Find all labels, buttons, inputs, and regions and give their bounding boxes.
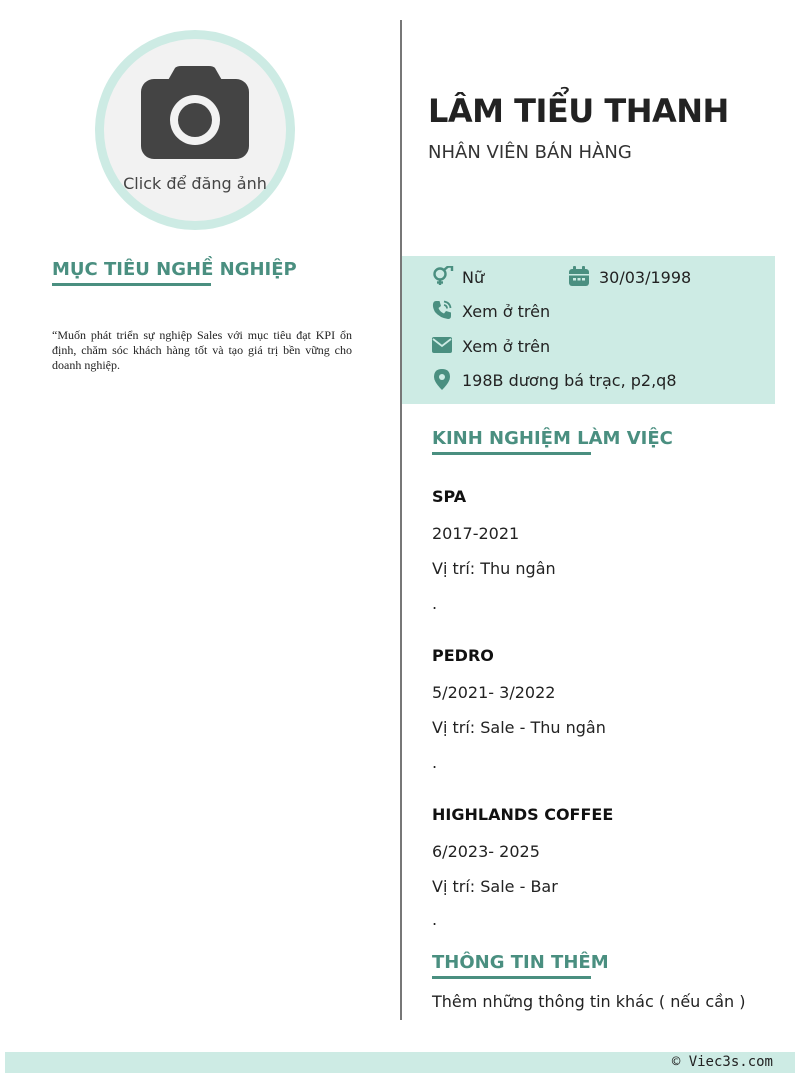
gender-value: Nữ bbox=[462, 268, 485, 287]
experience-note: . bbox=[432, 910, 438, 929]
experience-underline bbox=[432, 452, 591, 455]
upload-photo-label: Click để đăng ảnh bbox=[123, 174, 267, 193]
experience-period: 5/2021- 3/2022 bbox=[432, 683, 556, 702]
additional-heading: THÔNG TIN THÊM bbox=[432, 952, 609, 973]
footer-copyright: © Viec3s.com bbox=[671, 1054, 773, 1070]
footer-bar bbox=[5, 1052, 795, 1073]
column-divider bbox=[400, 20, 402, 1020]
email-value: Xem ở trên bbox=[462, 337, 551, 356]
full-name: LÂM TIỂU THANH bbox=[428, 92, 729, 130]
experience-period: 6/2023- 2025 bbox=[432, 842, 540, 861]
experience-period: 2017-2021 bbox=[432, 524, 520, 543]
experience-heading: KINH NGHIỆM LÀM VIỆC bbox=[432, 428, 673, 449]
birthday-value: 30/03/1998 bbox=[599, 268, 692, 287]
objective-heading: MỤC TIÊU NGHỀ NGHIỆP bbox=[52, 259, 297, 280]
job-title: NHÂN VIÊN BÁN HÀNG bbox=[428, 142, 632, 163]
experience-company: PEDRO bbox=[432, 646, 494, 665]
gender-icon bbox=[432, 266, 454, 286]
additional-underline bbox=[432, 976, 591, 979]
experience-note: . bbox=[432, 753, 438, 772]
camera-icon bbox=[141, 66, 249, 160]
experience-note: . bbox=[432, 594, 438, 613]
calendar-icon bbox=[569, 266, 589, 286]
envelope-icon bbox=[432, 337, 452, 353]
experience-company: HIGHLANDS COFFEE bbox=[432, 805, 614, 824]
phone-icon bbox=[432, 300, 452, 320]
experience-position: Vị trí: Thu ngân bbox=[432, 559, 556, 578]
objective-text: “Muốn phát triển sự nghiệp Sales với mục tiêu đạt KPI ổn định, chăm sóc khách hàng tốt và tạo giá trị bền vững cho doanh nghiệp. bbox=[52, 328, 352, 372]
objective-underline bbox=[52, 283, 211, 286]
address-value: 198B dương bá trạc, p2,q8 bbox=[462, 371, 677, 390]
map-pin-icon bbox=[434, 369, 450, 390]
experience-position: Vị trí: Sale - Bar bbox=[432, 877, 558, 896]
experience-position: Vị trí: Sale - Thu ngân bbox=[432, 718, 606, 737]
phone-value: Xem ở trên bbox=[462, 302, 551, 321]
experience-company: SPA bbox=[432, 487, 467, 506]
avatar-upload[interactable] bbox=[95, 30, 295, 230]
additional-text: Thêm những thông tin khác ( nếu cần ) bbox=[432, 992, 746, 1011]
